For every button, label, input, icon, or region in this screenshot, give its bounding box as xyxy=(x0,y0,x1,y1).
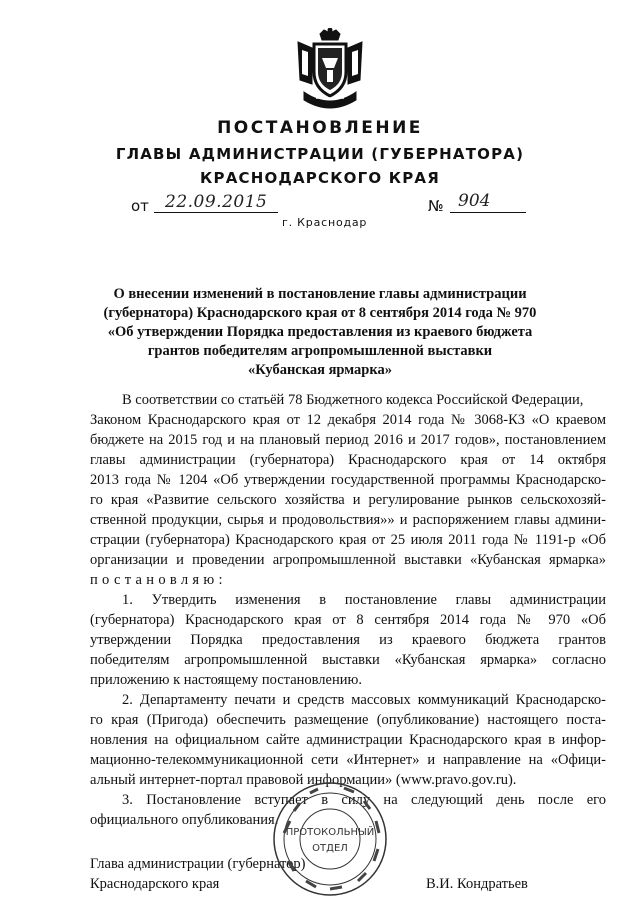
body-line: 1. Утвердить изменения в постановление главы администрации xyxy=(122,592,606,608)
date-prefix: от xyxy=(131,197,149,215)
body-line: бюджете на 2015 год и на плановый период 2016 и 2017 годов», постановлением xyxy=(90,432,606,448)
body-line: утверждении Порядка предоставления из краевого бюджета грантов xyxy=(90,632,606,648)
subject-line: О внесении изменений в постановление главы администрации xyxy=(113,286,527,302)
body-line: го края «Развитие сельского хозяйства и регулирование рынков сельскохозяй- xyxy=(90,492,606,508)
body-line: приложению к настоящему постановлению. xyxy=(90,672,362,688)
body-line: 2013 года № 1204 «Об утверждении государственной программы Краснодарско- xyxy=(90,472,606,488)
region-heading: КРАСНОДАРСКОГО КРАЯ xyxy=(200,169,440,187)
body-line: В соответствии со статьёй 78 Бюджетного кодекса Российской Федерации, xyxy=(122,392,584,408)
subject-line: «Кубанская ярмарка» xyxy=(247,362,393,378)
signatory-region: Краснодарского края xyxy=(90,876,220,892)
body-line: новления на официальном сайте администрации Краснодарского края в инфор- xyxy=(90,732,606,748)
protocol-department-stamp xyxy=(270,775,390,900)
handwritten-number: 904 xyxy=(458,191,491,211)
body-line: победителям агропромышленной выставки «Кубанская ярмарка» согласно xyxy=(90,652,606,668)
number-underline xyxy=(450,212,526,213)
body-line: мационно-телекоммуникационной сети «Интернет» и направление на «Офици- xyxy=(90,752,606,768)
document-subject xyxy=(100,285,540,380)
coat-of-arms-emblem xyxy=(294,28,366,110)
signatory-name: В.И. Кондратьев xyxy=(426,876,528,892)
body-line: 3. Постановление вступает в силу на следующий день после его xyxy=(122,792,606,808)
body-line: главы администрации (губернатора) Краснодарского края от 14 октября xyxy=(90,452,606,468)
subject-line: «Об утверждении Порядка предоставления из краевого бюджета xyxy=(107,324,533,340)
body-line: страции (губернатора) Краснодарского края от 25 июля 2011 года № 1191-р «Об xyxy=(90,532,606,548)
body-line: организации и проведении агропромышленной выставки «Кубанская ярмарка» xyxy=(90,552,606,568)
body-line: Законом Краснодарского края от 12 декабря 2014 года № 3068-КЗ «О краевом xyxy=(90,412,606,428)
city-label: г. Краснодар xyxy=(282,216,368,229)
subject-line: грантов победителям агропромышленной выставки xyxy=(147,343,493,359)
body-line: альный интернет-портал правовой информации» (www.pravo.gov.ru). xyxy=(90,772,517,788)
handwritten-date: 22.09.2015 xyxy=(165,192,268,212)
subject-line: (губернатора) Краснодарского края от 8 сентября 2014 года № 970 xyxy=(103,305,537,321)
issuer-heading: ГЛАВЫ АДМИНИСТРАЦИИ (ГУБЕРНАТОРА) xyxy=(115,145,525,163)
resolution-word: постановляю: xyxy=(90,572,227,588)
signatory-title: Глава администрации (губернатор) xyxy=(90,856,306,872)
document-type-heading: ПОСТАНОВЛЕНИЕ xyxy=(217,118,423,138)
stamp-text-line2: ОТДЕЛ xyxy=(312,843,348,854)
stamp-text-line1: ПРОТОКОЛЬНЫЙ xyxy=(285,827,375,838)
body-line: (губернатора) Краснодарского края от 8 сентября 2014 года № 970 «Об xyxy=(90,612,606,628)
body-line: го края (Пригода) обеспечить размещение (опубликование) настоящего поста- xyxy=(90,712,606,728)
number-prefix: № xyxy=(428,197,444,215)
date-underline xyxy=(154,212,278,213)
body-line: ственной продукции, сырья и продовольствия»» и распоряжением главы админи- xyxy=(90,512,606,528)
body-line: 2. Департаменту печати и средств массовых коммуникаций Краснодарско- xyxy=(122,692,606,708)
body-line: официального опубликования. xyxy=(90,812,279,828)
